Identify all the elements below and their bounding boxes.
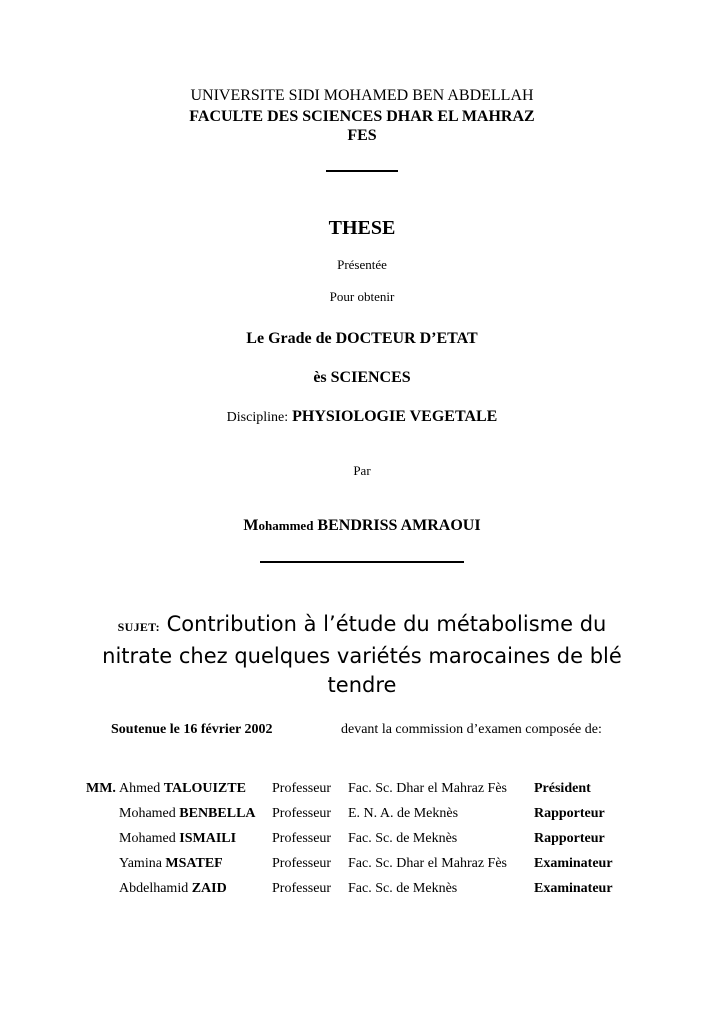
jury-member-place: Fac. Sc. Dhar el Mahraz Fès bbox=[348, 856, 508, 871]
jury-member-role: Rapporteur bbox=[534, 806, 605, 821]
subject-line-2: nitrate chez quelques variétés marocaines de blé bbox=[102, 644, 622, 668]
jury-member-name: Ahmed TALOUIZTE bbox=[119, 781, 246, 796]
city-name: FES bbox=[347, 127, 377, 144]
jury-member-grade: Professeur bbox=[272, 831, 332, 846]
jury-member-grade: Professeur bbox=[272, 881, 332, 896]
header-divider bbox=[326, 170, 398, 172]
jury-member-place: Fac. Sc. de Meknès bbox=[348, 881, 458, 896]
jury-member-grade: Professeur bbox=[272, 806, 332, 821]
jury-member-name: Mohamed ISMAILI bbox=[119, 831, 237, 846]
document-title: THESE bbox=[328, 217, 396, 239]
jury-member-role: Président bbox=[534, 781, 591, 796]
jury-member-name: Yamina MSATEF bbox=[119, 856, 223, 871]
jury-member-place: Fac. Sc. Dhar el Mahraz Fès bbox=[348, 781, 508, 796]
subject-text-1: Contribution à l’étude du métabolisme du bbox=[166, 612, 607, 636]
jury-member-role: Examinateur bbox=[534, 881, 613, 896]
discipline-line bbox=[0, 408, 724, 426]
jury-member-role: Rapporteur bbox=[534, 831, 605, 846]
author-first-name: ohammed bbox=[258, 518, 314, 533]
university-name: UNIVERSITE SIDI MOHAMED BEN ABDELLAH bbox=[190, 87, 534, 104]
jury-member-place: Fac. Sc. de Meknès bbox=[348, 831, 458, 846]
committee-text: devant la commission d’examen composée de: bbox=[341, 722, 602, 737]
by-text: Par bbox=[353, 463, 371, 478]
subject-label: SUJET: bbox=[117, 620, 160, 634]
discipline-label: Discipline: bbox=[226, 410, 289, 425]
author-last-name: BENDRISS AMRAOUI bbox=[317, 517, 481, 534]
jury-member-role: Examinateur bbox=[534, 856, 613, 871]
sciences-text: ès SCIENCES bbox=[313, 369, 411, 386]
jury-member-place: E. N. A. de Meknès bbox=[348, 806, 459, 821]
author-initial: M bbox=[243, 517, 259, 534]
jury-prefix: MM. bbox=[86, 781, 116, 796]
subject-line-3: tendre bbox=[327, 673, 397, 697]
author-name bbox=[0, 517, 724, 535]
defense-date: Soutenue le 16 février 2002 bbox=[111, 722, 273, 737]
subject-block bbox=[60, 610, 664, 700]
faculty-name: FACULTE DES SCIENCES DHAR EL MAHRAZ bbox=[189, 108, 535, 125]
jury-member-grade: Professeur bbox=[272, 856, 332, 871]
subject-line-1 bbox=[60, 610, 664, 642]
presented-text: Présentée bbox=[337, 257, 387, 272]
jury-member-grade: Professeur bbox=[272, 781, 332, 796]
author-divider bbox=[260, 561, 464, 563]
jury-member-name: Abdelhamid ZAID bbox=[119, 881, 227, 896]
discipline-value: PHYSIOLOGIE VEGETALE bbox=[292, 408, 498, 425]
jury-member-name: Mohamed BENBELLA bbox=[119, 806, 256, 821]
to-obtain-text: Pour obtenir bbox=[329, 289, 395, 304]
degree-title: Le Grade de DOCTEUR D’ETAT bbox=[246, 330, 478, 347]
